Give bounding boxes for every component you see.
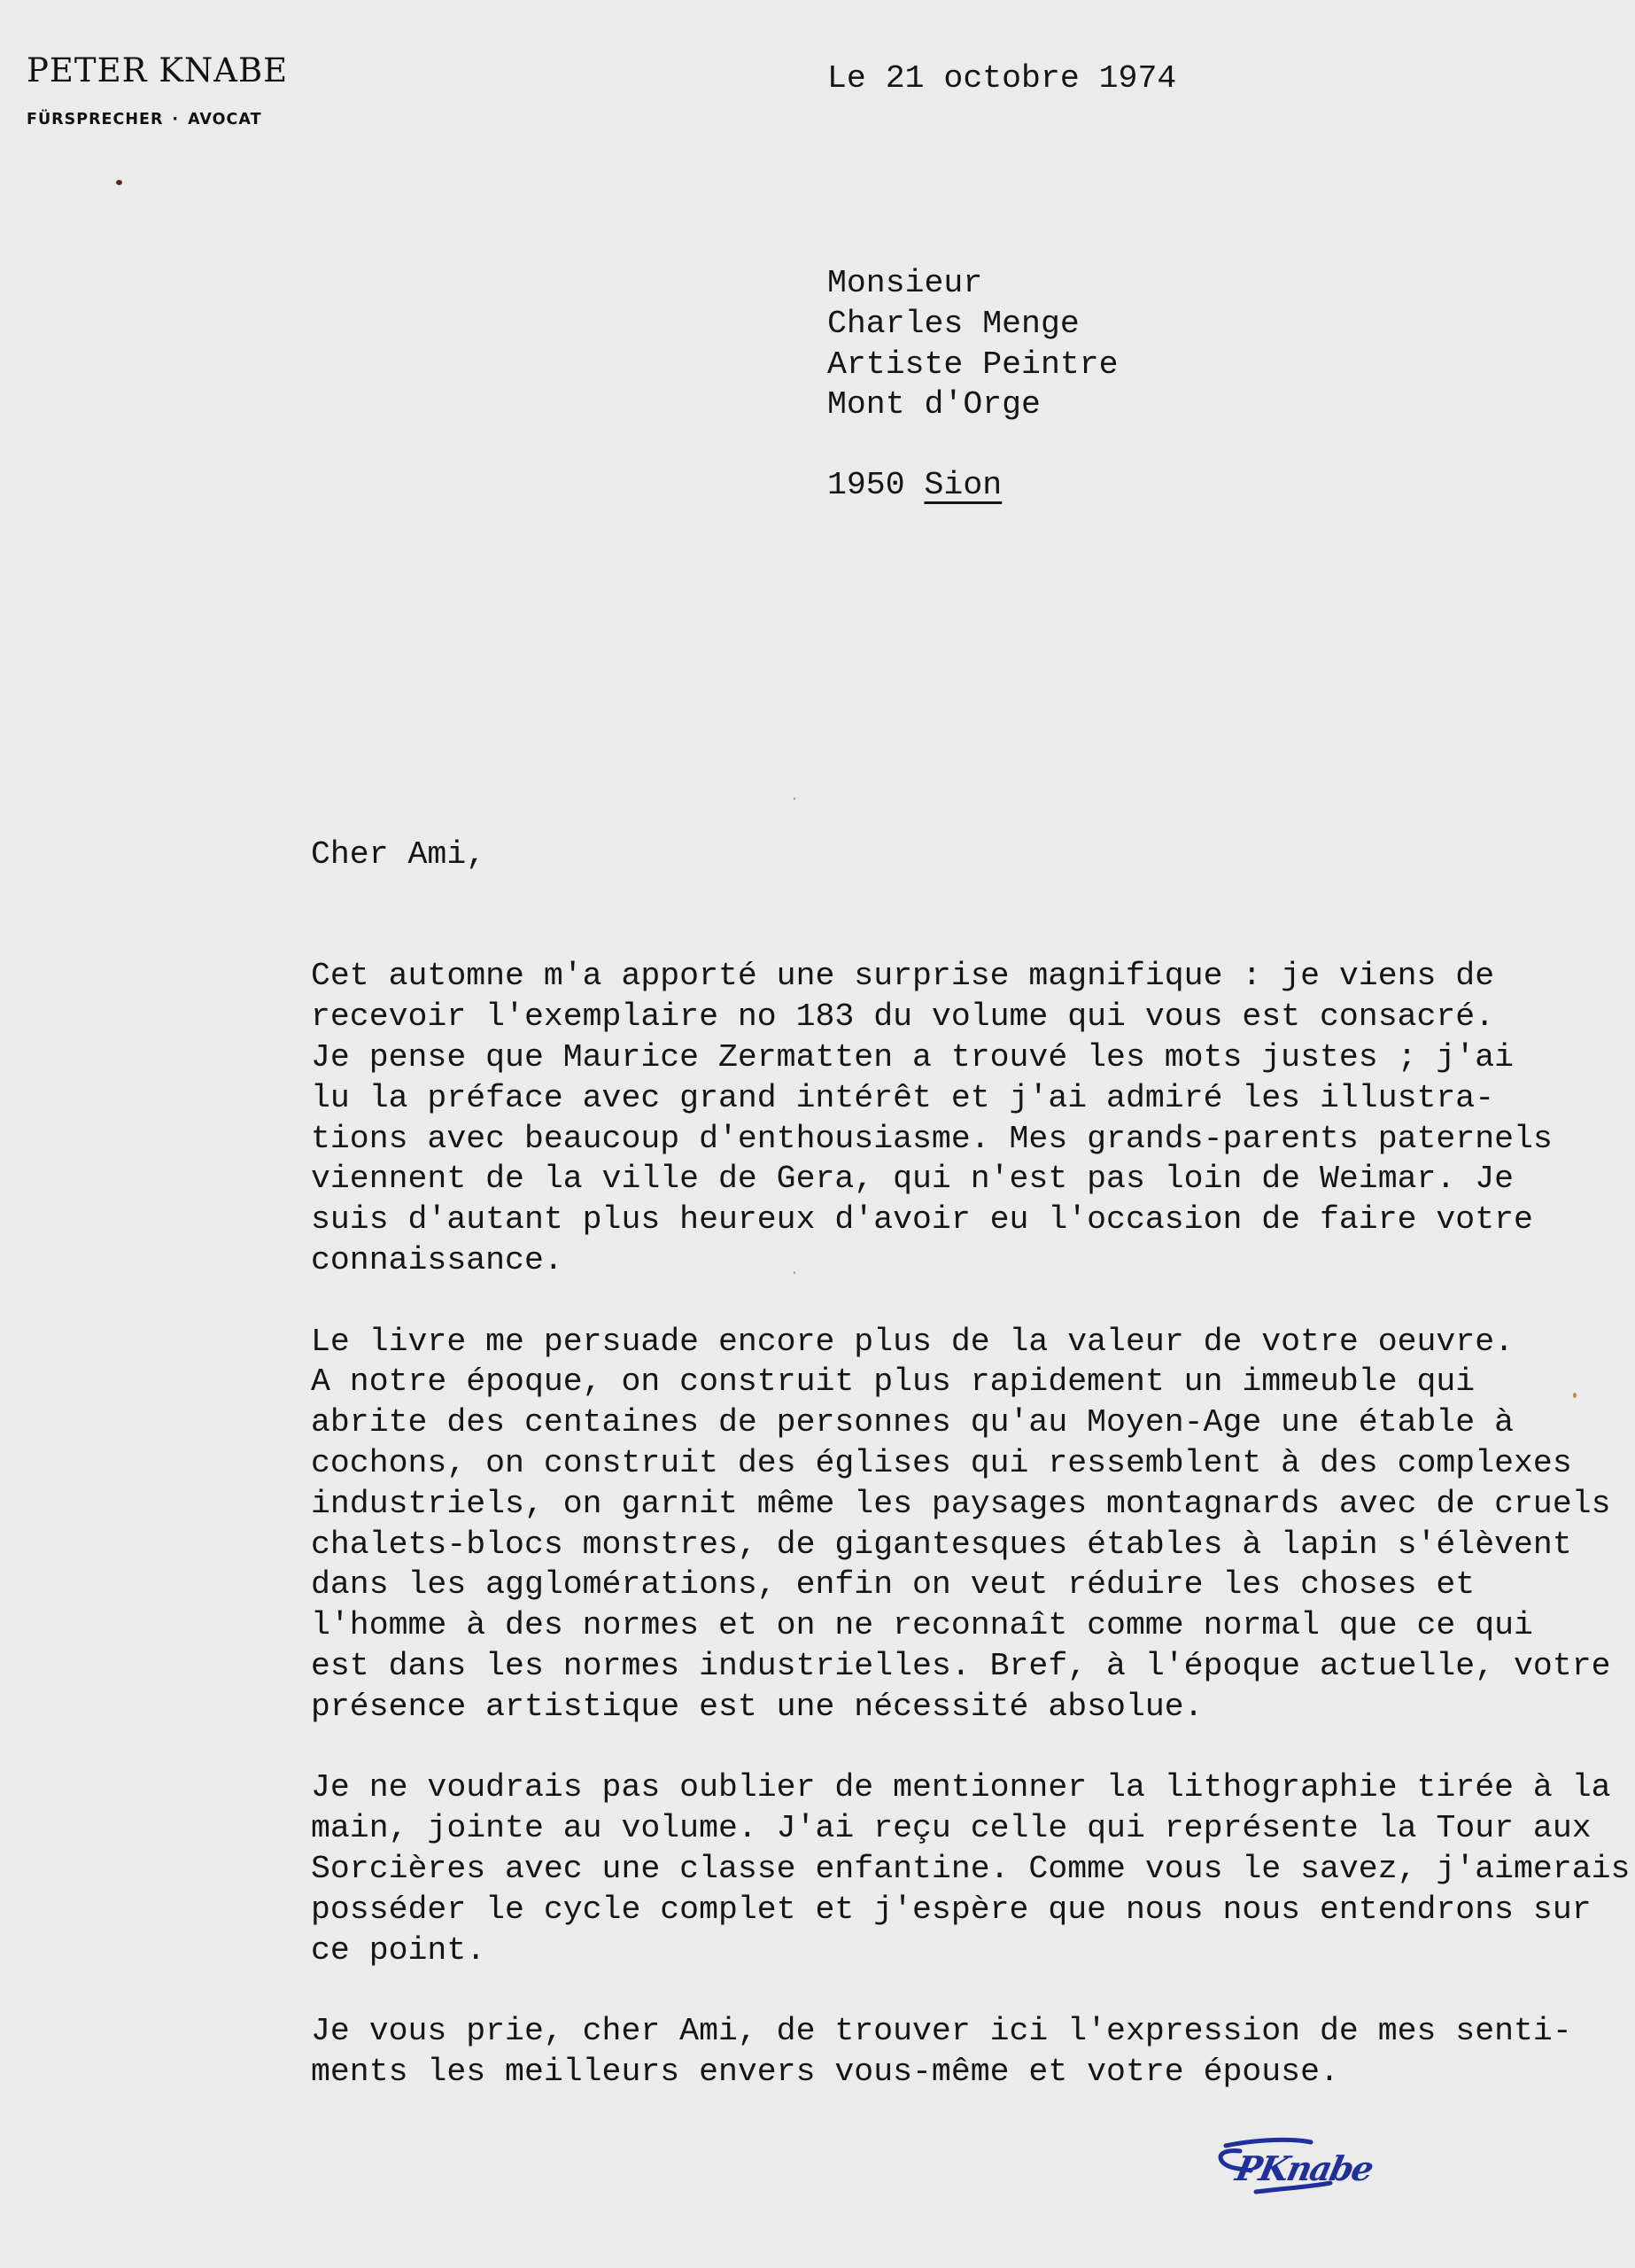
body-line: présence artistique est une nécessité absolue. bbox=[311, 1688, 1204, 1725]
body-line: Cet automne m'a apporté une surprise magnifique : je viens de bbox=[311, 958, 1495, 995]
paper-speck bbox=[1573, 1393, 1577, 1398]
letterhead-title-fr: AVOCAT bbox=[188, 111, 262, 128]
recipient-line: Charles Menge bbox=[827, 305, 1080, 342]
body-line: tions avec beaucoup d'enthousiasme. Mes grands-parents paternels bbox=[311, 1120, 1553, 1157]
body-line: A notre époque, on construit plus rapidement un immeuble qui bbox=[311, 1363, 1476, 1401]
paragraph-2 bbox=[311, 1322, 1630, 1728]
signature-text: PKnabe bbox=[1232, 2148, 1376, 2188]
recipient-address bbox=[827, 263, 1119, 506]
recipient-city: Sion bbox=[924, 467, 1003, 504]
paragraph-closing bbox=[311, 2011, 1630, 2093]
body-line: ments les meilleurs envers vous-même et votre épouse. bbox=[311, 2053, 1339, 2090]
recipient-line: Artiste Peintre bbox=[827, 346, 1119, 383]
body-line: ce point. bbox=[311, 1931, 486, 1969]
body-line: cochons, on construit des églises qui ressemblent à des complexes bbox=[311, 1444, 1572, 1481]
paragraph-1 bbox=[311, 956, 1630, 1280]
body-line: viennent de la ville de Gera, qui n'est pas loin de Weimar. Je bbox=[311, 1161, 1515, 1198]
body-line: est dans les normes industrielles. Bref, à l'époque actuelle, votre bbox=[311, 1647, 1611, 1684]
recipient-postal-code: 1950 bbox=[827, 467, 905, 504]
body-line: lu la préface avec grand intérêt et j'ai admiré les illustra- bbox=[311, 1079, 1495, 1116]
recipient-line: Mont d'Orge bbox=[827, 386, 1041, 423]
body-line: connaissance. bbox=[311, 1241, 563, 1278]
body-line: Je ne voudrais pas oublier de mentionner la lithographie tirée à la bbox=[311, 1769, 1611, 1806]
letter-body bbox=[311, 835, 1630, 2093]
paragraph-3 bbox=[311, 1767, 1630, 1970]
body-line: Sorcières avec une classe enfantine. Comme vous le savez, j'aimerais bbox=[311, 1850, 1631, 1887]
signature bbox=[1206, 2119, 1419, 2208]
body-line: abrite des centaines de personnes qu'au Moyen-Age une étable à bbox=[311, 1404, 1515, 1441]
body-line: posséder le cycle complet et j'espère que nous nous entendrons sur bbox=[311, 1891, 1592, 1928]
body-line: suis d'autant plus heureux d'avoir eu l'occasion de faire votre bbox=[311, 1201, 1533, 1239]
paper-speck bbox=[794, 1271, 795, 1274]
body-line: Je vous prie, cher Ami, de trouver ici l'expression de mes senti- bbox=[311, 2013, 1572, 2050]
body-line: chalets-blocs monstres, de gigantesques étables à lapin s'élèvent bbox=[311, 1526, 1572, 1563]
letterhead-profession bbox=[27, 110, 288, 129]
letterhead-separator: · bbox=[172, 111, 180, 128]
paper-speck bbox=[794, 797, 795, 800]
paper-speck bbox=[116, 180, 122, 185]
salutation: Cher Ami, bbox=[311, 836, 486, 873]
recipient-postal-line bbox=[827, 465, 1119, 506]
letter-date-block bbox=[827, 58, 1176, 99]
body-line: dans les agglomérations, enfin on veut réduire les choses et bbox=[311, 1566, 1476, 1604]
letterhead bbox=[27, 51, 288, 129]
recipient-line: Monsieur bbox=[827, 265, 983, 301]
letterhead-name: PETER KNABE bbox=[27, 51, 289, 89]
letterhead-title-de: FÜRSPRECHER bbox=[27, 111, 164, 128]
body-line: Le livre me persuade encore plus de la valeur de votre oeuvre. bbox=[311, 1323, 1515, 1360]
body-line: l'homme à des normes et on ne reconnaît comme normal que ce qui bbox=[311, 1607, 1533, 1644]
letter-date: Le 21 octobre 1974 bbox=[827, 60, 1177, 97]
body-line: Je pense que Maurice Zermatten a trouvé les mots justes ; j'ai bbox=[311, 1038, 1515, 1076]
body-line: recevoir l'exemplaire no 183 du volume qui vous est consacré. bbox=[311, 998, 1495, 1036]
body-line: industriels, on garnit même les paysages montagnards avec de cruels bbox=[311, 1485, 1611, 1522]
body-line: main, jointe au volume. J'ai reçu celle qui représente la Tour aux bbox=[311, 1810, 1592, 1847]
